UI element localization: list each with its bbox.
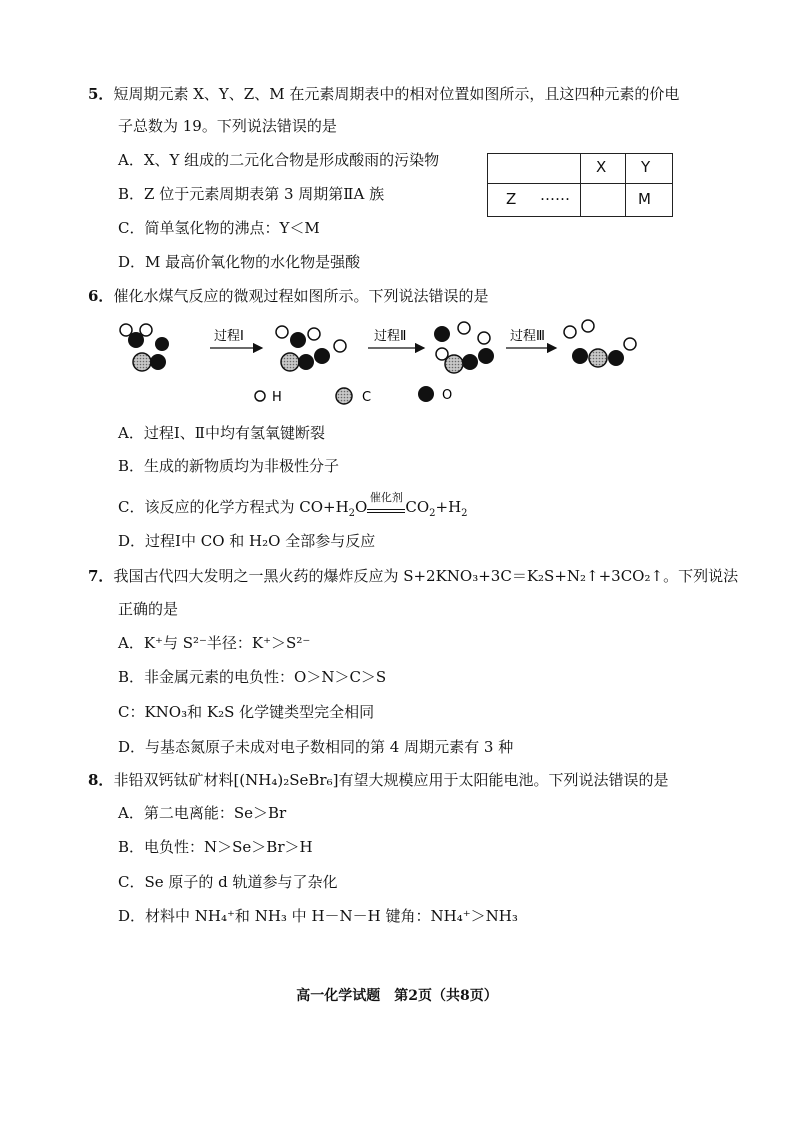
q6-option-c-sub3: 2 xyxy=(461,508,468,519)
q8-option-d: D．材料中 NH₄⁺和 NH₃ 中 H－N－H 键角：NH₄⁺＞NH₃ xyxy=(118,907,518,925)
page-footer: 高一化学试题 第2页（共8页） xyxy=(296,988,498,1004)
q6-option-c-post2: +H xyxy=(435,498,462,516)
step3-label: 过程Ⅲ xyxy=(510,329,545,344)
q5-stem-line1 xyxy=(88,84,679,104)
q7-option-a: A．K⁺与 S²⁻半径：K⁺＞S²⁻ xyxy=(118,634,311,652)
q5-option-d: D．M 最高价氧化物的水化物是强酸 xyxy=(118,253,361,271)
molecule-group-step2 xyxy=(434,322,494,373)
q6-option-a: A．过程Ⅰ、Ⅱ中均有氢氧键断裂 xyxy=(118,424,325,442)
cell-m: M xyxy=(638,190,651,208)
q6-option-c-pre: C．该反应的化学方程式为 CO+H xyxy=(118,498,349,516)
molecule-legend xyxy=(255,386,452,405)
q5-number: 5． xyxy=(88,85,114,103)
q6-option-c xyxy=(118,491,468,524)
step1-label: 过程Ⅰ xyxy=(214,329,244,344)
legend-c-label: C xyxy=(362,390,372,405)
cell-dots: …… xyxy=(540,186,570,204)
q8-stem-line xyxy=(88,770,668,790)
q7-option-d: D．与基态氮原子未成对电子数相同的第 4 周期元素有 3 种 xyxy=(118,738,514,756)
q5-option-b: B．Z 位于元素周期表第 3 周期第ⅡA 族 xyxy=(118,185,385,203)
cell-y: Y xyxy=(641,158,651,176)
q7-option-b: B．非金属元素的电负性：O＞N＞C＞S xyxy=(118,668,387,686)
q7-number: 7． xyxy=(88,567,114,585)
q8-option-b: B．电负性：N＞Se＞Br＞H xyxy=(118,838,313,856)
q5-option-a: A．X、Y 组成的二元化合物是形成酸雨的污染物 xyxy=(118,151,440,169)
q8-stem-text: 非铅双钙钛矿材料[(NH₄)₂SeBr₆]有望大规模应用于太阳能电池。下列说法错误的是 xyxy=(113,771,669,789)
q6-option-b: B．生成的新物质均为非极性分子 xyxy=(118,457,340,475)
q7-stem-text1: 我国古代四大发明之一黑火药的爆炸反应为 S+2KNO₃+3C＝K₂S+N₂↑+3CO₂↑。下列说法 xyxy=(113,567,739,585)
q6-option-c-mid: O xyxy=(355,498,368,516)
molecule-group-initial xyxy=(120,324,169,371)
molecule-group-step1 xyxy=(276,326,346,371)
q6-option-c-sub1: 2 xyxy=(348,508,356,519)
q6-number: 6． xyxy=(88,287,114,305)
q8-option-a: A．第二电离能：Se＞Br xyxy=(118,804,287,822)
q7-option-c: C：KNO₃和 K₂S 化学键类型完全相同 xyxy=(118,703,375,721)
cell-z: Z xyxy=(506,190,517,208)
q5-option-c: C．简单氢化物的沸点：Y＜M xyxy=(118,219,320,237)
q6-stem-line xyxy=(88,286,488,306)
legend-h-label: H xyxy=(272,390,282,405)
periodic-table-fragment xyxy=(487,153,673,217)
catalyst-label: 催化剂 xyxy=(369,491,403,504)
q5-stem-text1: 短周期元素 X、Y、Z、M 在元素周期表中的相对位置如图所示，且这四种元素的价电 xyxy=(113,85,680,103)
q7-stem-line1 xyxy=(88,566,738,586)
reaction-process-diagram xyxy=(118,318,658,410)
q6-option-c-post1: CO xyxy=(405,498,430,516)
molecule-group-final xyxy=(564,320,636,367)
legend-o-label: O xyxy=(442,388,453,403)
molecule-diagram-svg xyxy=(118,318,658,410)
cell-x: X xyxy=(596,158,607,176)
q7-stem-line2: 正确的是 xyxy=(118,600,179,618)
q6-option-c-sub2: 2 xyxy=(429,508,436,519)
q6-option-d: D．过程Ⅰ中 CO 和 H₂O 全部参与反应 xyxy=(118,532,376,550)
catalyst-arrow xyxy=(367,491,405,517)
q8-option-c: C．Se 原子的 d 轨道参与了杂化 xyxy=(118,873,338,891)
step2-label: 过程Ⅱ xyxy=(374,329,407,344)
q5-stem-line2: 子总数为 19。下列说法错误的是 xyxy=(118,117,337,135)
q6-stem-text: 催化水煤气反应的微观过程如图所示。下列说法错误的是 xyxy=(113,287,489,305)
q8-number: 8． xyxy=(88,771,114,789)
